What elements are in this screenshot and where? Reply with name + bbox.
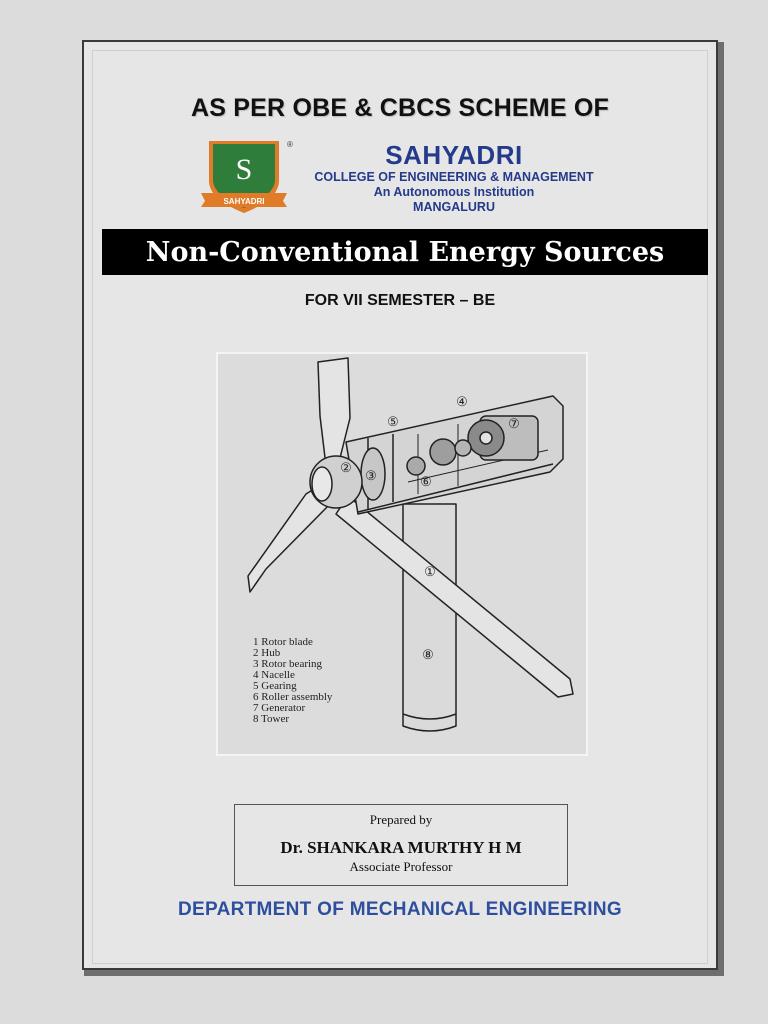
- document-title: Non-Conventional Energy Sources: [102, 229, 708, 275]
- callout-6: ⑥: [420, 474, 432, 489]
- cover-page: [82, 40, 718, 970]
- prepared-by-box: [234, 804, 568, 886]
- scheme-heading: AS PER OBE & CBCS SCHEME OF: [191, 94, 609, 122]
- author-designation: Associate Professor: [349, 859, 453, 874]
- college-line-1: COLLEGE OF ENGINEERING & MANAGEMENT: [314, 170, 594, 184]
- semester-line: FOR VII SEMESTER – BE: [304, 292, 496, 309]
- department-name: DEPARTMENT OF MECHANICAL ENGINEERING: [178, 899, 622, 920]
- logo-banner: SAHYADRI: [223, 197, 265, 206]
- college-block: [294, 140, 614, 215]
- legend-item: 8 Tower: [253, 713, 289, 725]
- registered-mark: ®: [287, 140, 293, 149]
- legend-item: 2 Hub: [253, 647, 281, 659]
- callout-4: ④: [456, 394, 468, 409]
- legend-item: 5 Gearing: [253, 680, 297, 692]
- legend-item: 1 Rotor blade: [253, 636, 313, 648]
- callout-2: ②: [340, 460, 352, 475]
- legend-item: 3 Rotor bearing: [253, 658, 323, 670]
- logo-letter: S: [235, 153, 253, 186]
- callout-1: ①: [424, 564, 436, 579]
- college-logo: [199, 137, 289, 217]
- legend-item: 4 Nacelle: [253, 669, 295, 681]
- prepared-by-label: Prepared by: [369, 812, 433, 827]
- legend-item: 7 Generator: [253, 702, 306, 714]
- author-name: Dr. SHANKARA MURTHY H M: [280, 838, 522, 857]
- wind-turbine-figure: [216, 352, 588, 756]
- figure-legend: [253, 637, 332, 725]
- college-name: SAHYADRI: [385, 140, 523, 170]
- college-line-2: An Autonomous Institution: [373, 185, 535, 199]
- callout-3: ③: [365, 468, 377, 483]
- callout-8: ⑧: [422, 647, 434, 662]
- callout-5: ⑤: [387, 414, 399, 429]
- callout-7: ⑦: [508, 416, 520, 431]
- legend-item: 6 Roller assembly: [253, 691, 333, 703]
- college-line-3: MANGALURU: [413, 200, 495, 214]
